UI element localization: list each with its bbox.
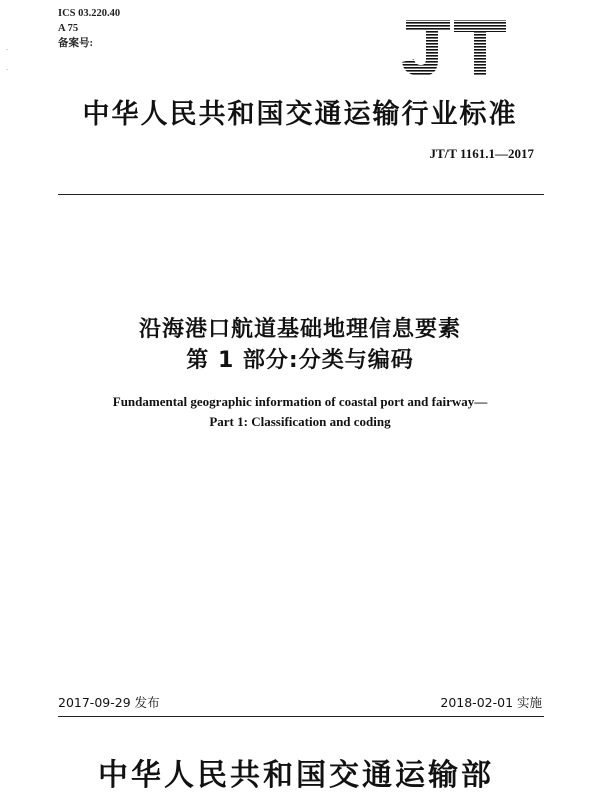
ics-code: ICS 03.220.40 <box>58 8 121 19</box>
ccs-code: A 75 <box>58 23 79 34</box>
english-title-line-1: Fundamental geographic information of coastal port and fairway— <box>112 394 488 409</box>
classification-block <box>58 6 120 51</box>
issuing-authority: 中华人民共和国交通运输部 <box>98 758 494 793</box>
bottom-divider <box>58 716 544 717</box>
record-number-label: 备案号: <box>58 38 93 49</box>
english-title-line-2: Part 1: Classification and coding <box>209 414 391 429</box>
jt-logo <box>398 16 508 80</box>
chinese-title-line-1: 沿海港口航道基础地理信息要素 <box>138 317 461 342</box>
implementation-date: 2018-02-01 实施 <box>440 695 542 710</box>
standard-code: JT/T 1161.1—2017 <box>429 146 534 161</box>
issue-date: 2017-09-29 发布 <box>58 695 160 710</box>
standard-category: 中华人民共和国交通运输行业标准 <box>82 99 518 130</box>
top-divider <box>58 194 544 195</box>
chinese-title-line-2: 第 1 部分:分类与编码 <box>186 348 414 373</box>
scan-margin-marks: · · <box>6 46 9 74</box>
